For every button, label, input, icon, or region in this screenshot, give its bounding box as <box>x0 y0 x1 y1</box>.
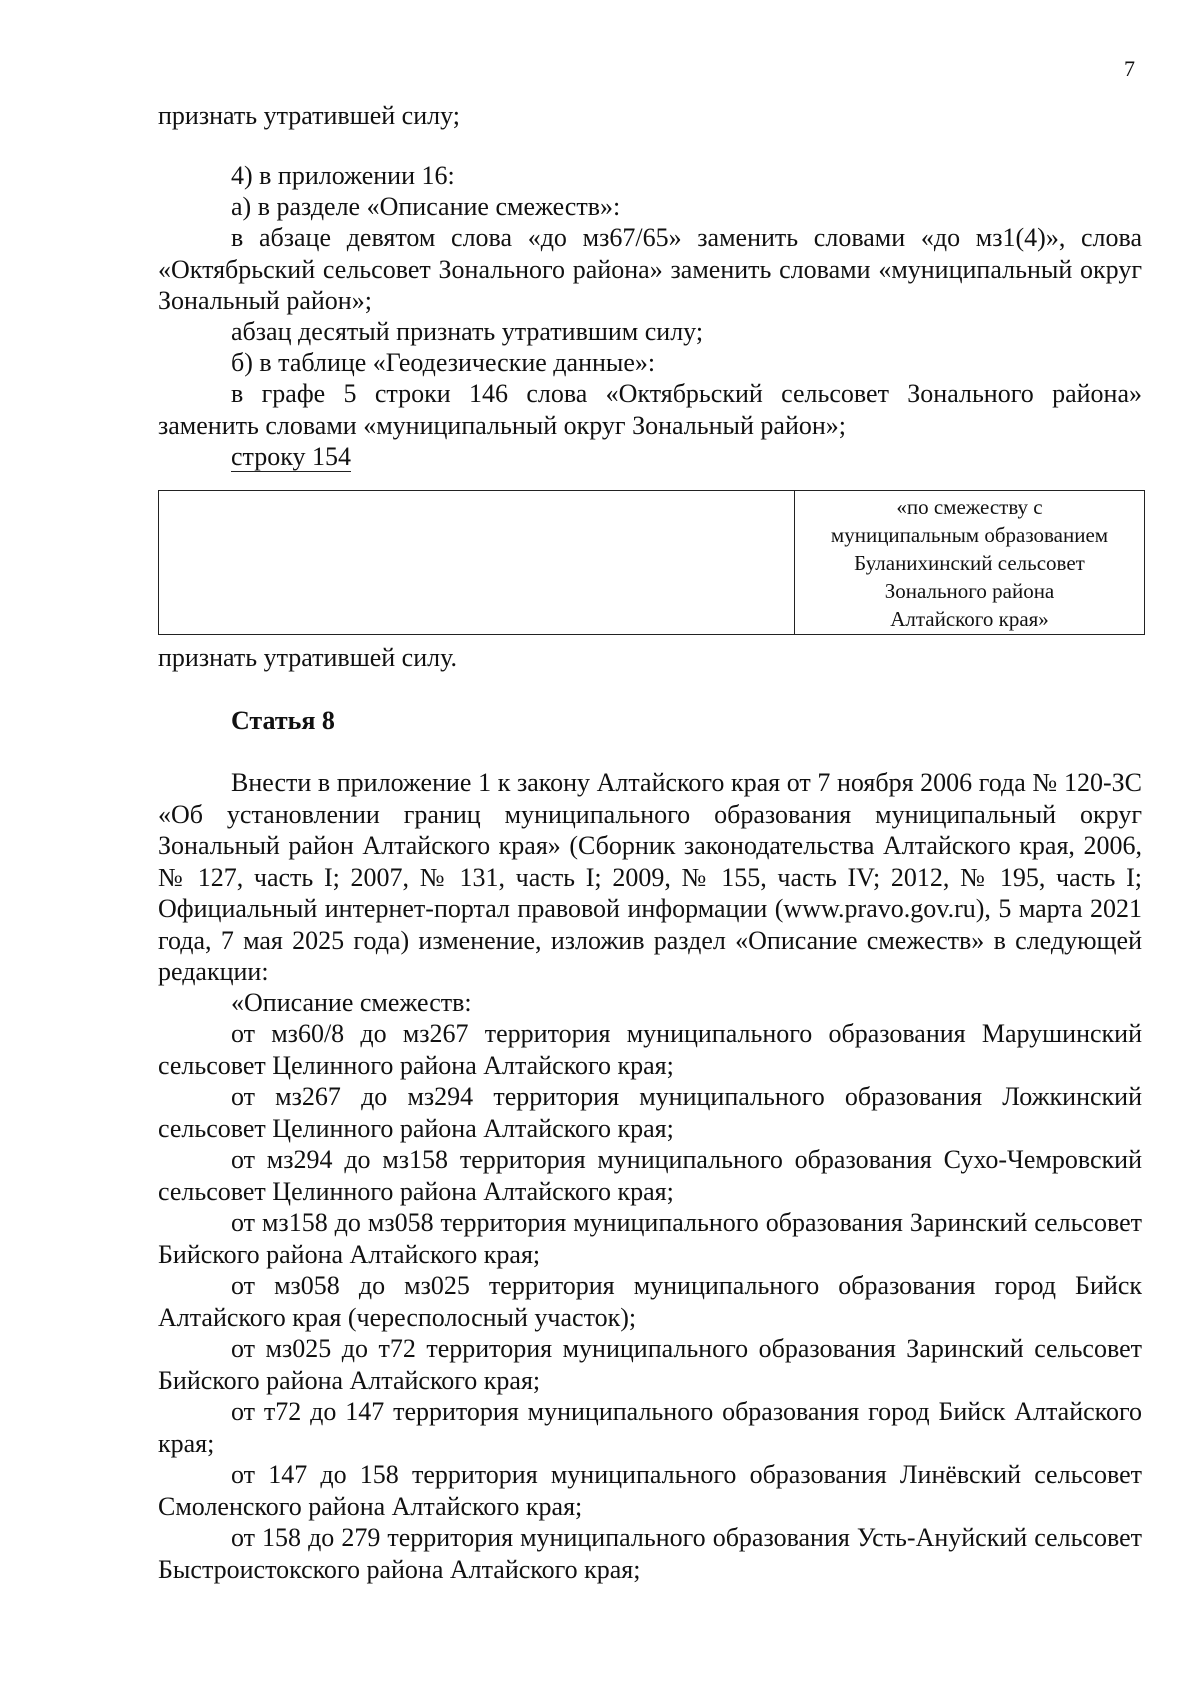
paragraph-row-146: в графе 5 строки 146 слова «Октябрьский сельсовет Зонального района» заменить словами «муниципальный округ Зональный район»; <box>158 379 1142 440</box>
subitem-b: б) в таблице «Геодезические данные»: <box>231 348 656 377</box>
table-cell-empty <box>159 491 795 635</box>
adjacency-item: от мз158 до мз058 территория муниципального образования Заринский сельсовет Бийского района Алтайского края; <box>158 1208 1142 1269</box>
table-row <box>159 491 1145 635</box>
paragraph-replace-words: в абзаце девятом слова «до мз67/65» заменить словами «до мз1(4)», слова «Октябрьский сельсовет Зонального района» заменить словами «муниципальный округ Зональный район»; <box>158 223 1142 315</box>
adjacency-item: от т72 до 147 территория муниципального образования город Бийск Алтайского края; <box>158 1397 1142 1458</box>
cell-line: «по смежеству с <box>896 494 1043 519</box>
cell-line: муниципальным образованием <box>830 522 1109 547</box>
adjacency-item: от мз60/8 до мз267 территория муниципального образования Марушинский сельсовет Целинного района Алтайского края; <box>158 1019 1142 1080</box>
paragraph-recognize-invalid: признать утратившей силу; <box>158 101 460 130</box>
adjacency-item: от мз294 до мз158 территория муниципального образования Сухо-Чемровский сельсовет Целинного района Алтайского края; <box>158 1145 1142 1206</box>
cell-line: Буланихинский сельсовет <box>854 550 1085 575</box>
cell-line: Алтайского края» <box>890 606 1049 631</box>
paragraph-tenth-invalid: абзац десятый признать утратившим силу; <box>231 317 704 346</box>
adjacency-item: от мз058 до мз025 территория муниципального образования город Бийск Алтайского края (чересполосный участок); <box>158 1271 1142 1332</box>
article-intro: Внести в приложение 1 к закону Алтайского края от 7 ноября 2006 года № 120-ЗС «Об установлении границ муниципального образования муниципальный округ Зональный район Алтайского края» (Сборник законодательства Алтайского края, 2006, № 127, часть I; 2007, № 131, часть I; 2009, № 155, часть IV; 2012, № 195, часть I; Официальный интернет-портал правовой информации (www.pravo.gov.ru), 5 марта 2021 года, 7 мая 2025 года) изменение, изложив раздел «Описание смежеств» в следующей редакции: <box>158 768 1142 986</box>
adjacency-item: от 147 до 158 территория муниципального образования Линёвский сельсовет Смоленского района Алтайского края; <box>158 1460 1142 1521</box>
row-154-label: строку 154 <box>231 442 351 471</box>
adjacency-heading: «Описание смежеств: <box>231 988 472 1017</box>
page-number: 7 <box>1124 56 1135 81</box>
adjacency-item: от мз025 до т72 территория муниципального образования Заринский сельсовет Бийского района Алтайского края; <box>158 1334 1142 1395</box>
adjacency-item: от мз267 до мз294 территория муниципального образования Ложкинский сельсовет Целинного района Алтайского края; <box>158 1082 1142 1143</box>
paragraph-row-154 <box>158 441 1142 473</box>
article-title: Статья 8 <box>231 706 335 735</box>
item-appendix-16: 4) в приложении 16: <box>231 161 455 190</box>
cell-line: Зонального района <box>884 578 1055 603</box>
table-cell-adjacency <box>795 491 1145 635</box>
geodetic-data-table <box>158 490 1145 635</box>
adjacency-item: от 158 до 279 территория муниципального образования Усть-Ануйский сельсовет Быстроистокского района Алтайского края; <box>158 1523 1142 1584</box>
subitem-a: а) в разделе «Описание смежеств»: <box>231 192 621 221</box>
paragraph-after-table: признать утратившей силу. <box>158 643 457 672</box>
